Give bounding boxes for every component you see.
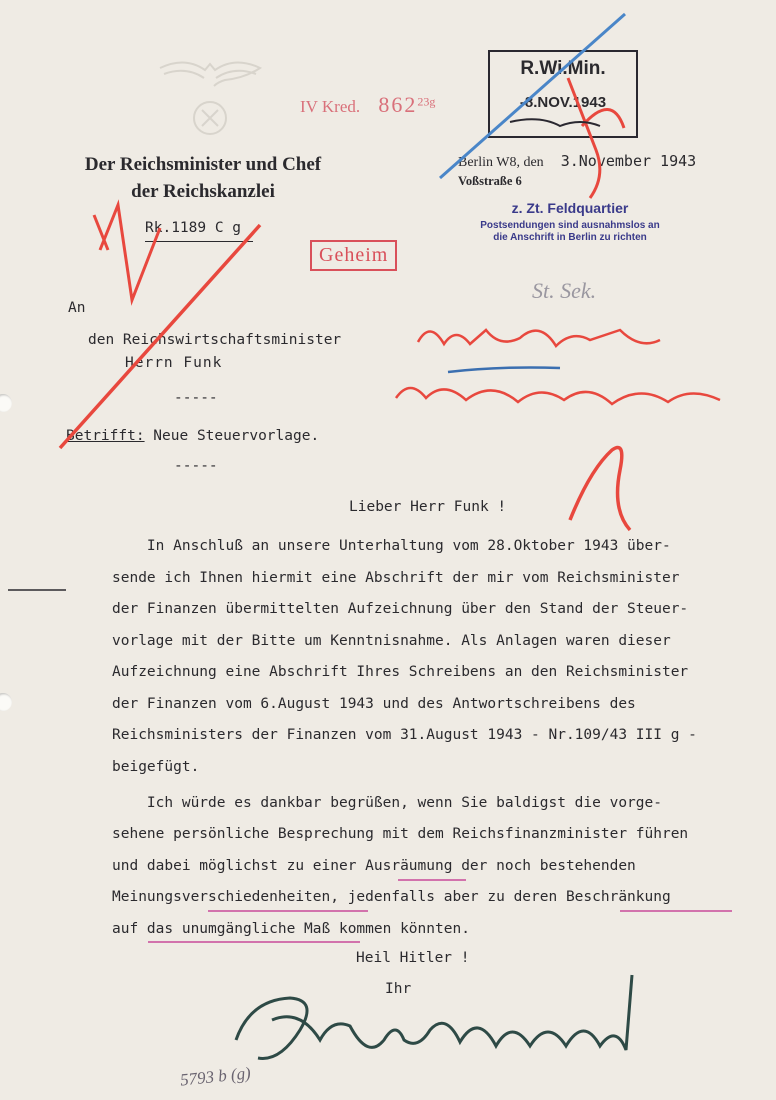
secret-stamp: Geheim <box>310 240 397 271</box>
kred-prefix: IV Kred. <box>300 97 361 116</box>
recipient-prefix: An <box>68 300 86 316</box>
body-line: Aufzeichnung eine Abschrift Ihres Schreibens an den Reichsminister <box>112 664 689 680</box>
blue-underline <box>448 368 560 373</box>
body-line: der Finanzen vom 6.August 1943 und des Antwortschreibens des <box>112 696 636 712</box>
street-address: Voßstraße 6 <box>458 174 522 188</box>
ministry-line-2: der Reichskanzlei <box>131 181 275 202</box>
ministry-line-1: Der Reichsminister und Chef <box>84 154 322 175</box>
punch-hole-bottom <box>0 693 12 711</box>
field-hq-note <box>470 220 670 244</box>
recipient-line-1: den Reichswirtschaftsminister <box>88 332 342 348</box>
place-label: Berlin W8, den <box>458 155 544 170</box>
closing: Heil Hitler ! <box>356 950 470 966</box>
closing-ihr: Ihr <box>385 981 412 997</box>
red-check-mark <box>570 448 630 531</box>
signature <box>236 975 632 1058</box>
recipient-line-2: Herrn Funk <box>125 355 223 371</box>
field-hq-stamp <box>470 200 670 244</box>
kred-stamp <box>300 92 435 118</box>
body-line: Meinungsverschiedenheiten, jedenfalls aber zu deren Beschränkung <box>112 889 671 905</box>
salutation: Lieber Herr Funk ! <box>349 499 507 515</box>
receipt-stamp <box>488 50 638 138</box>
punch-hole-top <box>0 394 12 412</box>
separator-1: ----- <box>174 390 218 406</box>
body-line: vorlage mit der Bitte um Kenntnisnahme. Als Anlagen waren dieser <box>112 633 671 649</box>
reference-underline <box>145 241 253 242</box>
reference-number: Rk.1189 C g <box>145 220 242 236</box>
body-line: Reichsministers der Finanzen vom 31.August 1943 - Nr.109/43 III g - <box>112 727 697 743</box>
red-note-line-2 <box>396 388 720 404</box>
body-line: Ich würde es dankbar begrüßen, wenn Sie baldigst die vorge- <box>112 795 662 811</box>
place-date <box>458 152 696 171</box>
body-line: sehene persönliche Besprechung mit dem Reichsfinanzminister führen <box>112 826 689 842</box>
file-number: 5793 b (g) <box>179 1063 252 1090</box>
red-note-line-1 <box>418 330 660 346</box>
subject-text: Neue Steuervorlage. <box>144 428 320 444</box>
separator-2: ----- <box>174 458 218 474</box>
body-line: beigefügt. <box>112 759 200 775</box>
subject-line <box>66 428 319 444</box>
field-hq-note-line-1: Postsendungen sind ausnahmslos an <box>480 220 660 231</box>
body-line: auf das unumgängliche Maß kommen könnten. <box>112 921 470 937</box>
field-hq-title: z. Zt. Feldquartier <box>511 200 629 216</box>
receipt-stamp-date: -8.NOV.1943 <box>519 94 607 111</box>
kred-number: 862 <box>378 92 418 117</box>
ministry-title <box>58 151 348 205</box>
letter-date: 3.November 1943 <box>560 152 697 170</box>
receipt-stamp-title: R.Wi.Min. <box>520 58 606 79</box>
kred-suffix: 23g <box>417 94 436 109</box>
body-line: sende ich Ihnen hiermit eine Abschrift der mir vom Reichsminister <box>112 570 680 586</box>
embossed-eagle-icon <box>150 50 270 140</box>
body-line: In Anschluß an unsere Unterhaltung vom 28.Oktober 1943 über- <box>112 538 671 554</box>
body-line: und dabei möglichst zu einer Ausräumung der noch bestehenden <box>112 858 636 874</box>
field-hq-note-line-2: die Anschrift in Berlin zu richten <box>493 232 647 243</box>
body-line: der Finanzen übermittelten Aufzeichnung über den Stand der Steuer- <box>112 601 689 617</box>
pencil-annotation: St. Sek. <box>532 278 597 303</box>
subject-label: Betrifft: <box>66 428 145 444</box>
